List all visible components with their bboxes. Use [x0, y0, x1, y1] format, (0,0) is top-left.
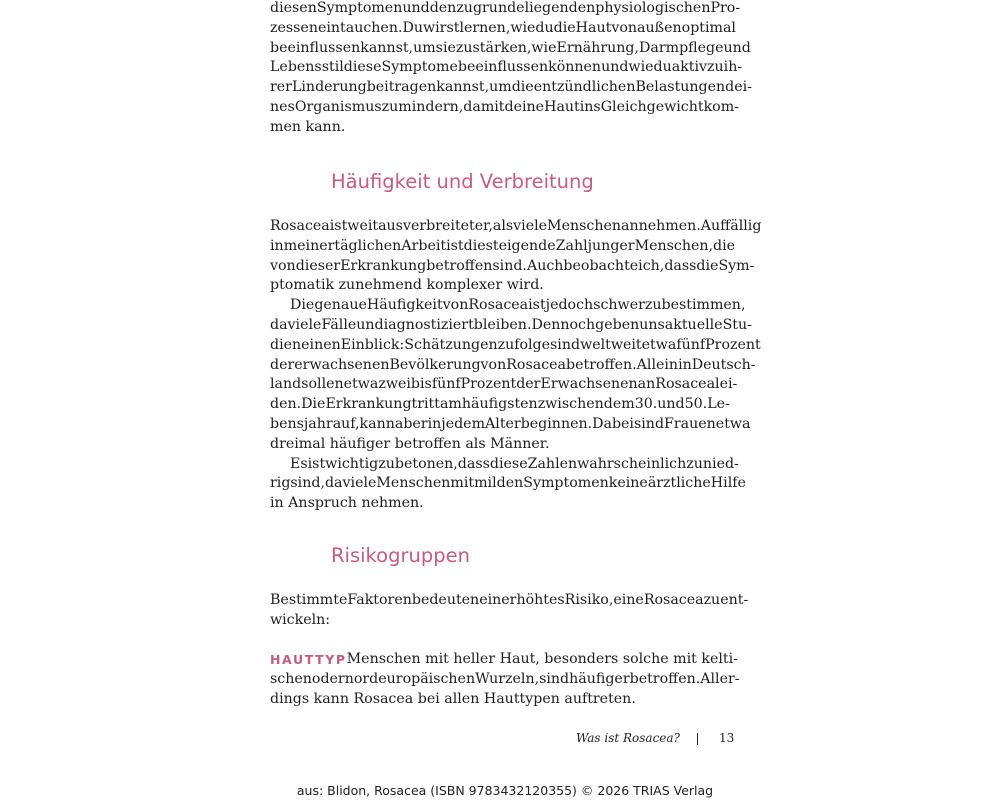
- text-line: den. Die Erkrankung tritt am häufigsten zwischen dem 30. und 50. Le-: [270, 396, 730, 413]
- page-number: 13: [719, 731, 735, 745]
- haeufigkeit-paragraphs: [270, 217, 762, 514]
- credit-line: aus: Blidon, Rosacea (ISBN 9783432120355) © 2026 TRIAS Verlag: [296, 783, 714, 798]
- text-line: Die genaue Häufigkeit von Rosacea ist jedoch schwer zu bestimmen,: [290, 297, 746, 314]
- risikogruppen-intro: [270, 591, 749, 631]
- hauttyp-label: HAUTTYP: [270, 652, 347, 667]
- intro-paragraph: [270, 0, 752, 138]
- footer-divider: [697, 733, 698, 745]
- text-line: dreimal häufiger betroffen als Männer.: [270, 435, 550, 452]
- hauttyp-text-line: Menschen mit heller Haut, besonders solche mit kelti-: [346, 651, 738, 667]
- text-line: Es ist wichtig zu betonen, dass diese Zahlen wahrscheinlich zu nied-: [290, 455, 739, 472]
- text-line: von dieser Erkrankung betroffen sind. Auch beobachte ich, dass die Sym-: [270, 257, 755, 274]
- section-heading-haeufigkeit: Häufigkeit und Verbreitung: [331, 170, 594, 193]
- text-line: land sollen etwa zwei bis fünf Prozent der Erwachsenen an Rosacea lei-: [270, 376, 738, 393]
- text-line: beeinflussen kannst, um sie zu stärken, wie Ernährung, Darmpflege und: [270, 39, 751, 56]
- section-heading-risikogruppen: Risikogruppen: [331, 544, 470, 567]
- text-line: men kann.: [270, 118, 346, 135]
- text-line: dings kann Rosacea bei allen Hauttypen auftreten.: [270, 690, 636, 707]
- text-line: bensjahr auf, kann aber in jedem Alter beginnen. Dabei sind Frauen etwa: [270, 415, 751, 432]
- text-line: [270, 650, 738, 670]
- text-line: Lebensstil diese Symptome beeinflussen können und wie du aktiv zu ih-: [270, 59, 743, 76]
- text-line: der erwachsenen Bevölkerung von Rosacea betroffen. Allein in Deutsch-: [270, 356, 756, 373]
- text-line: rig sind, da viele Menschen mit milden Symptomen keine ärztliche Hilfe: [270, 475, 746, 492]
- text-line: Bestimmte Faktoren bedeuten ein erhöhtes Risiko, eine Rosacea zu ent-: [270, 592, 749, 608]
- text-line: schen oder nordeuropäischen Wurzeln, sind häufiger betroffen. Aller-: [270, 670, 740, 687]
- hauttyp-entry: [270, 650, 740, 709]
- running-title: Was ist Rosacea?: [575, 731, 680, 745]
- text-line: in Anspruch nehmen.: [270, 495, 424, 512]
- text-line: rer Linderung beitragen kannst, um die entzündlichen Belastungen dei-: [270, 79, 752, 96]
- text-line: wickeln:: [270, 611, 331, 628]
- text-line: diesen Symptomen und den zugrunde liegenden physiologischen Pro-: [270, 0, 741, 16]
- text-line: da viele Fälle undiagnostiziert bleiben. Dennoch geben uns aktuelle Stu-: [270, 316, 752, 333]
- text-line: Rosacea ist weitaus verbreiteter, als viele Menschen annehmen. Auffällig: [270, 218, 762, 234]
- text-line: zessen eintauchen. Du wirst lernen, wie du die Haut von außen optimal: [270, 19, 736, 36]
- text-line: nes Organismus zu mindern, damit deine Haut ins Gleichgewicht kom-: [270, 98, 739, 115]
- text-line: dien einen Einblick: Schätzungen zufolge sind weltweit etwa fünf Prozent: [270, 336, 761, 353]
- text-line: ptomatik zunehmend komplexer wird.: [270, 277, 544, 294]
- text-line: in meiner täglichen Arbeit ist die steigende Zahl junger Menschen, die: [270, 237, 736, 254]
